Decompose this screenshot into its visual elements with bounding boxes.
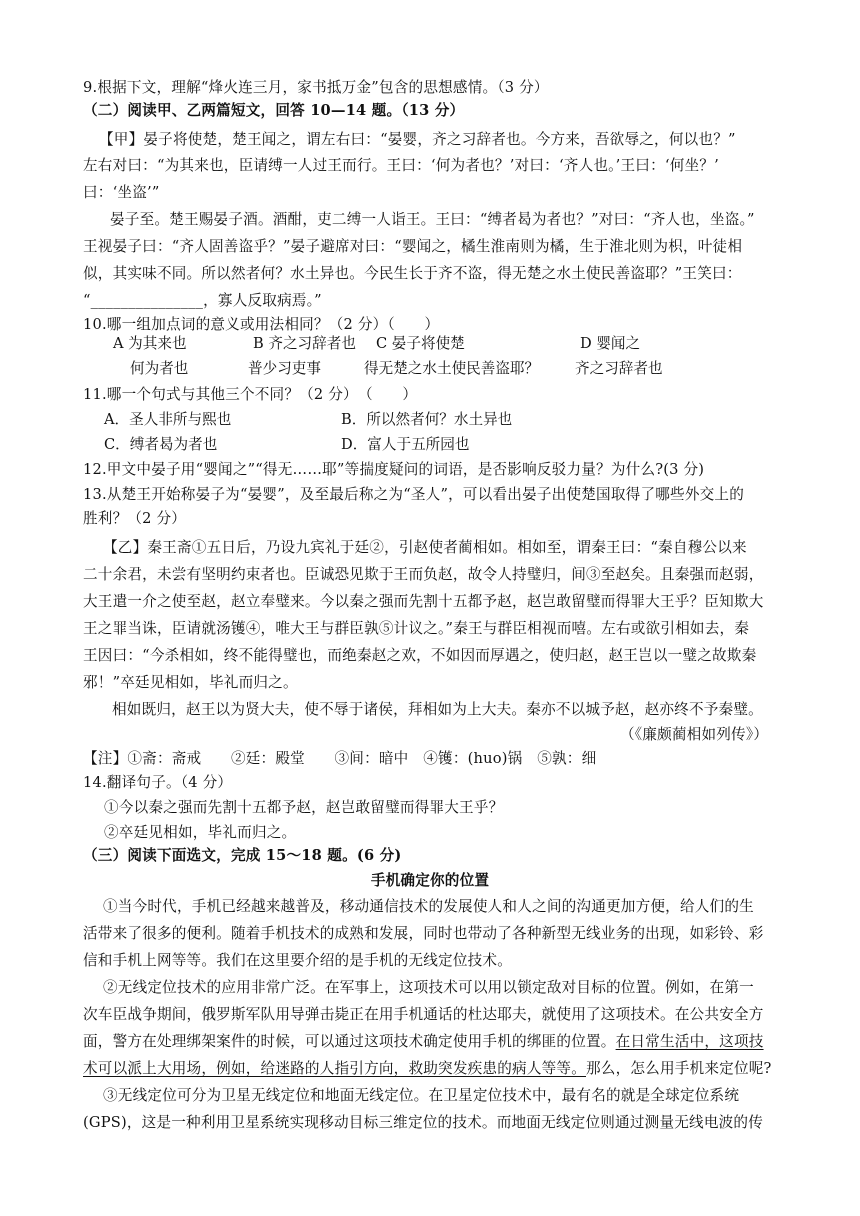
question-14-item-2: ②卒廷见相如，毕礼而归之。 [104,824,297,841]
section-3-heading: （三）阅读下面选文，完成 15～18 题。(6 分) [83,847,402,864]
article-paragraph-1-line: 活带来了很多的便利。随着手机技术的成熟和发展，同时也带动了各种新型无线业务的出现，如彩铃、彩 [83,925,764,942]
q10-option-c-line1: C 晏子将使楚 [376,335,465,352]
q10-option-d-line2: 齐之习辞者也 [575,360,663,377]
passage-yi-line: 二十余君，未尝有坚明约束者也。臣诚恐见欺于王而负赵，故令人持璧归，间③至赵矣。且秦强而赵弱， [83,566,764,583]
question-11-stem: 11.哪一个句式与其他三个不同？（2 分） （ ） [83,386,418,403]
passage-yi-line: 王因曰：“今杀相如，终不能得璧也，而绝秦赵之欢，不如因而厚遇之，使归赵，赵王岂以一璧之故欺秦 [83,647,757,664]
article-paragraph-3-line: ③无线定位可分为卫星无线定位和地面无线定位。在卫星定位技术中，最有名的就是全球定位系统 [103,1087,740,1104]
question-14-item-1: ①今以秦之强而先割十五都予赵，赵岂敢留璧而得罪大王乎？ [104,799,504,816]
article-paragraph-2-line: ②无线定位技术的应用非常广泛。在军事上，这项技术可以用以锁定敌对目标的位置。例如，在第一 [103,979,754,996]
passage-yi-line: 大王遣一介之使至赵，赵立奉璧来。今以秦之强而先割十五都予赵，赵岂敢留璧而得罪大王乎？臣知欺大 [83,593,764,610]
article-title: 手机确定你的位置 [370,872,490,889]
q10-option-c-line2: 得无楚之水土使民善盗耶？ [364,360,540,377]
passage-jia-line: 曰：‘坐盗’” [83,184,160,201]
underlined-sentence: 在日常生活中，这项技 [615,1033,764,1050]
paragraph-2-text: 那么，怎么用手机来定位呢? [586,1060,772,1077]
article-paragraph-1-line: ①当今时代，手机已经越来越普及，移动通信技术的发展使人和人之间的沟通更加方便，给人们的生 [103,898,754,915]
underlined-sentence: 术可以派上大用场，例如，给迷路的人指引方向，救助突发疾患的病人等等。 [83,1060,586,1077]
q11-option-a: A．圣人非所与熙也 [104,411,232,428]
passage-yi-line: 王之罪当诛，臣请就汤镬④，唯大王与群臣孰⑤计议之。”秦王与群臣相视而嘻。左右或欲引相如去，秦 [83,620,750,637]
article-paragraph-2-line: 次车臣战争期间，俄罗斯军队用导弹击毙正在用手机通话的杜达耶夫，就使用了这项技术。在公共安全方 [83,1006,764,1023]
passage-jia-line: 晏子至。楚王赐晏子酒。酒酣，吏二缚一人诣王。王曰：“缚者曷为者也？”对曰：“齐人也，坐盗。” [110,211,755,228]
q10-option-d-line1: D 婴闻之 [580,335,641,352]
passage-jia-line: 左右对曰：“为其来也，臣请缚一人过王而行。王曰：‘何为者也？’对曰：‘齐人也。’王曰：‘何坐？’ [83,157,719,174]
question-9: 9.根据下文，理解“烽火连三月，家书抵万金”包含的思想感情。（3 分） [83,79,549,96]
question-13-line: 13.从楚王开始称晏子为“晏婴”，及至最后称之为“圣人”，可以看出晏子出使楚国取得了哪些外交上的 [83,486,744,503]
question-12: 12.甲文中晏子用“婴闻之”“得无……耶”等揣度疑问的词语，是否影响反驳力量？为什么?(3 分) [83,461,705,478]
article-paragraph-2-line [83,1059,772,1079]
question-10-stem: 10.哪一组加点词的意义或用法相同？（2 分）（ ） [83,316,440,333]
q10-option-b-line1: B 齐之习辞者也 [253,335,356,352]
article-paragraph-3-line: (GPS)，这是一种利用卫星系统实现移动目标三维定位的技术。而地面无线定位则通过测量无线电波的传 [83,1114,763,1131]
q11-option-d: D．富人于五所园也 [341,436,470,453]
paragraph-2-text: 面，警方在处理绑架案件的时候，可以通过这项技术确定使用手机的绑匪的位置。 [83,1033,616,1050]
passage-yi-line: 相如既归，赵王以为贤大夫，使不辱于诸侯，拜相如为上大夫。秦亦不以城予赵，赵亦终不予秦璧。 [112,701,763,718]
passage-yi-line: 【乙】秦王斋①五日后，乃设九宾礼于廷②，引赵使者蔺相如。相如至，谓秦王曰：“秦自穆公以来 [103,539,747,556]
article-paragraph-1-line: 信和手机上网等等。我们在这里要介绍的是手机的无线定位技术。 [83,952,513,969]
passage-jia-line: “_______________，寡人反取病焉。” [83,292,322,309]
passage-source: （《廉颇蔺相如列传》） [620,726,769,743]
q10-option-a-line1: A 为其来也 [113,335,187,352]
q11-option-c: C．缚者曷为者也 [104,436,218,453]
q10-option-b-line2: 普少习吏事 [248,360,321,377]
passage-jia-line: 似，其实味不同。所以然者何？水土异也。今民生长于齐不盗，得无楚之水土使民善盗耶？”王笑曰： [83,265,742,282]
question-14: 14.翻译句子。（4 分） [83,774,233,791]
annotation-notes: 【注】①斋：斋戒 ②廷：殿堂 ③间：暗中 ④镬：(huo)锅 ⑤孰：细 [83,750,597,767]
question-13-line: 胜利？（2 分） [83,510,187,527]
section-2-heading: （二）阅读甲、乙两篇短文，回答 10—14 题。（13 分） [83,102,465,119]
article-paragraph-2-line [83,1032,764,1052]
q10-option-a-line2: 何为者也 [130,360,189,377]
passage-jia-line: 王视晏子曰：“齐人固善盗乎？”晏子避席对曰：“婴闻之，橘生淮南则为橘，生于淮北则为枳，叶徒相 [83,238,743,255]
passage-yi-line: 邪！”卒廷见相如，毕礼而归之。 [83,674,298,691]
passage-jia-line: 【甲】晏子将使楚，楚王闻之，谓左右曰：“晏婴，齐之习辞者也。今方来，吾欲辱之，何以也？” [99,131,736,148]
q11-option-b: B．所以然者何？水土异也 [341,411,513,428]
